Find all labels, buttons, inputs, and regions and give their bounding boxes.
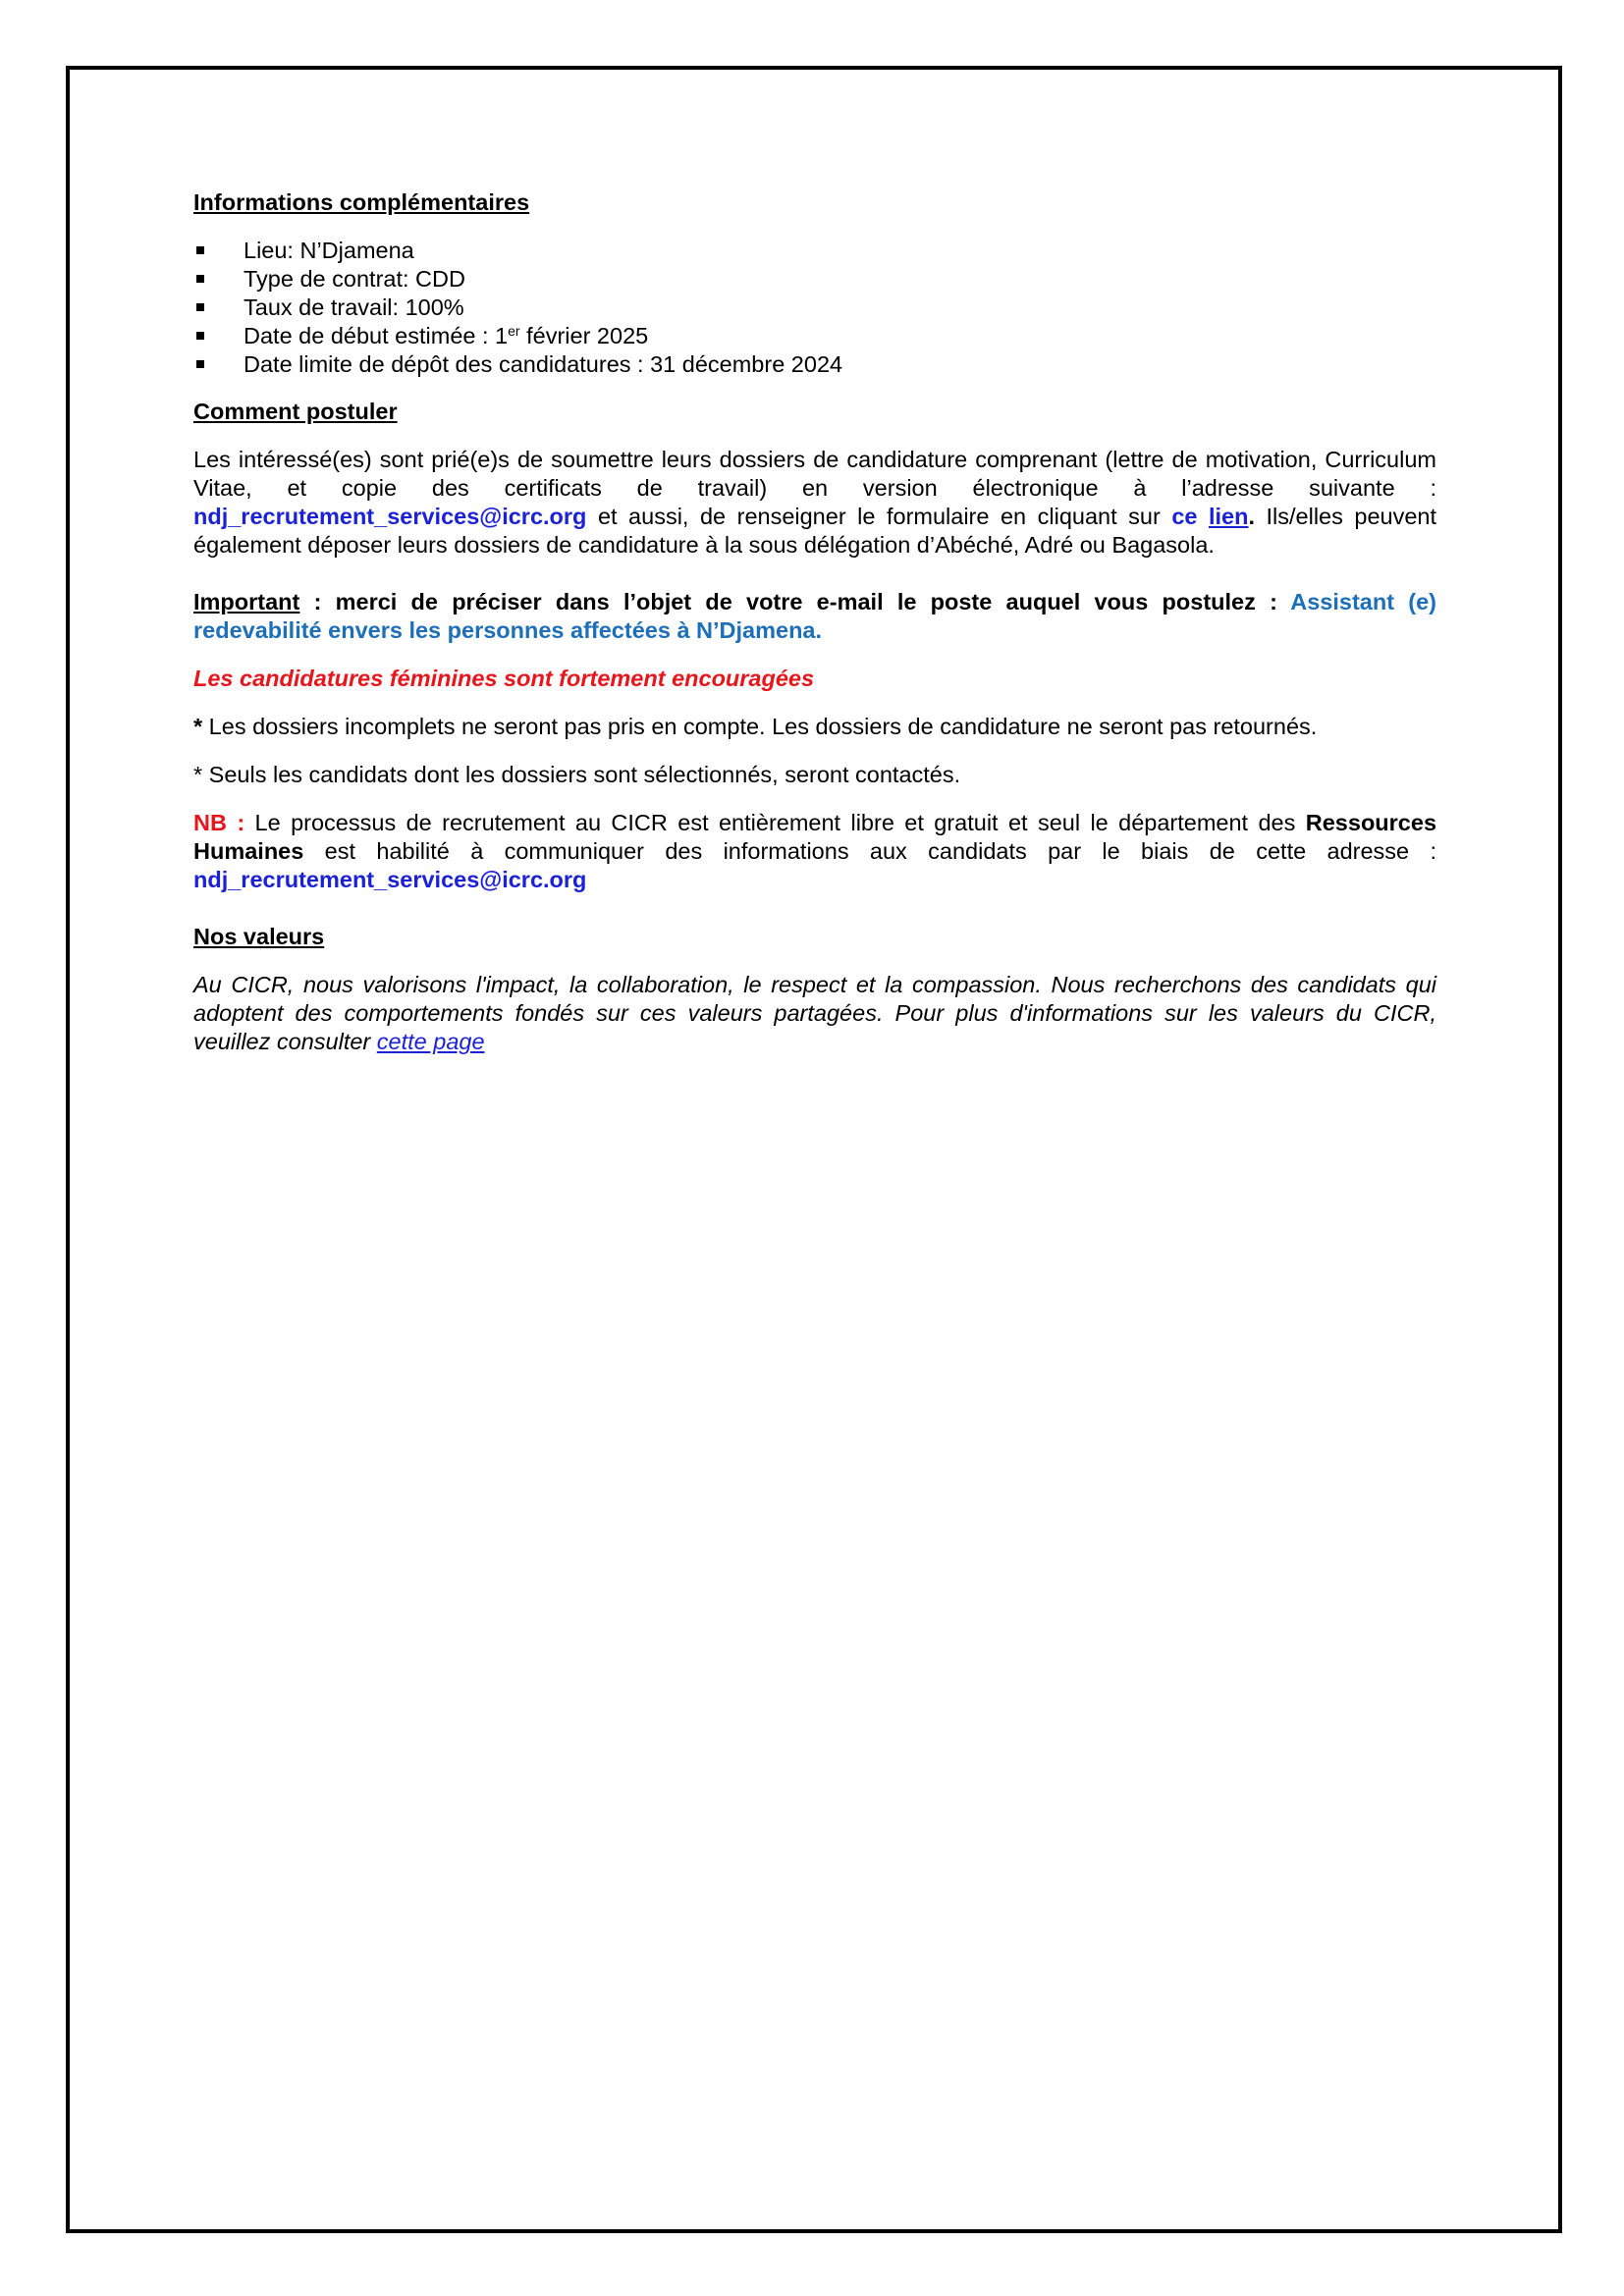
list-item	[193, 350, 1436, 379]
incomplete-note: * Les dossiers incomplets ne seront pas pris en compte. Les dossiers de candidature ne seront pas retournés.	[193, 714, 1318, 739]
values-page-link[interactable]: cette page	[376, 1029, 485, 1054]
info-start-date: Date de début estimée : 1er février 2025	[244, 323, 649, 348]
apply-paragraph: Les intéressé(es) sont prié(e)s de soumettre leurs dossiers de candidature comprenant (lettre de motivation, Curriculum Vitae, et copie des certificats de travail) en version électronique à l’adresse suivante : ndj_recrutement_services@icrc.org et aussi, de renseigner le formulaire en cliquant sur ce lien. Ils/elles peuvent également déposer leurs dossiers de candidature à la sous délégation d’Abéché, Adré ou Bagasola.	[193, 447, 1437, 558]
info-heading: Informations complémentaires	[193, 189, 530, 215]
document-body	[193, 188, 1436, 1056]
info-rate: Taux de travail: 100%	[244, 294, 464, 320]
list-item	[193, 294, 1436, 322]
square-bullet-icon	[196, 332, 204, 340]
square-bullet-icon	[196, 360, 204, 368]
email-link[interactable]: ndj_recrutement_services@icrc.org	[193, 504, 587, 529]
info-location: Lieu: N’Djamena	[244, 238, 414, 263]
values-heading: Nos valeurs	[193, 924, 325, 949]
values-paragraph: Au CICR, nous valorisons l'impact, la collaboration, le respect et la compassion. Nous recherchons des candidats qui adoptent des comportements fondés sur ces valeurs partagées. Pour plus d'informations sur les valeurs du CICR, veuillez consulter cette page	[193, 972, 1436, 1054]
apply-heading: Comment postuler	[193, 399, 398, 424]
nb-email-link[interactable]: ndj_recrutement_services@icrc.org	[193, 867, 587, 892]
info-contract: Type de contrat: CDD	[244, 266, 465, 292]
info-deadline: Date limite de dépôt des candidatures : 31 décembre 2024	[244, 351, 843, 377]
ce-link[interactable]: ce	[1171, 504, 1198, 529]
lien-link[interactable]: lien	[1208, 504, 1249, 529]
list-item	[193, 265, 1436, 294]
square-bullet-icon	[196, 303, 204, 311]
feminine-note: Les candidatures féminines sont fortement encouragées	[193, 666, 815, 691]
list-item	[193, 322, 1436, 350]
info-list	[193, 237, 1436, 379]
square-bullet-icon	[196, 275, 204, 283]
list-item	[193, 237, 1436, 265]
selection-note: * Seuls les candidats dont les dossiers sont sélectionnés, seront contactés.	[193, 762, 961, 787]
position-title: Assistant (e) redevabilité envers les personnes affectées à N’Djamena.	[193, 589, 1436, 643]
square-bullet-icon	[196, 246, 204, 254]
nb-paragraph: NB : Le processus de recrutement au CICR est entièrement libre et gratuit et seul le département des Ressources Humaines est habilité à communiquer des informations aux candidats par le biais de cette adresse : ndj_recrutement_services@icrc.org	[193, 810, 1437, 892]
important-note: Important : merci de préciser dans l’objet de votre e-mail le poste auquel vous postulez : Assistant (e) redevabilité envers les personnes affectées à N’Djamena.	[193, 589, 1436, 643]
